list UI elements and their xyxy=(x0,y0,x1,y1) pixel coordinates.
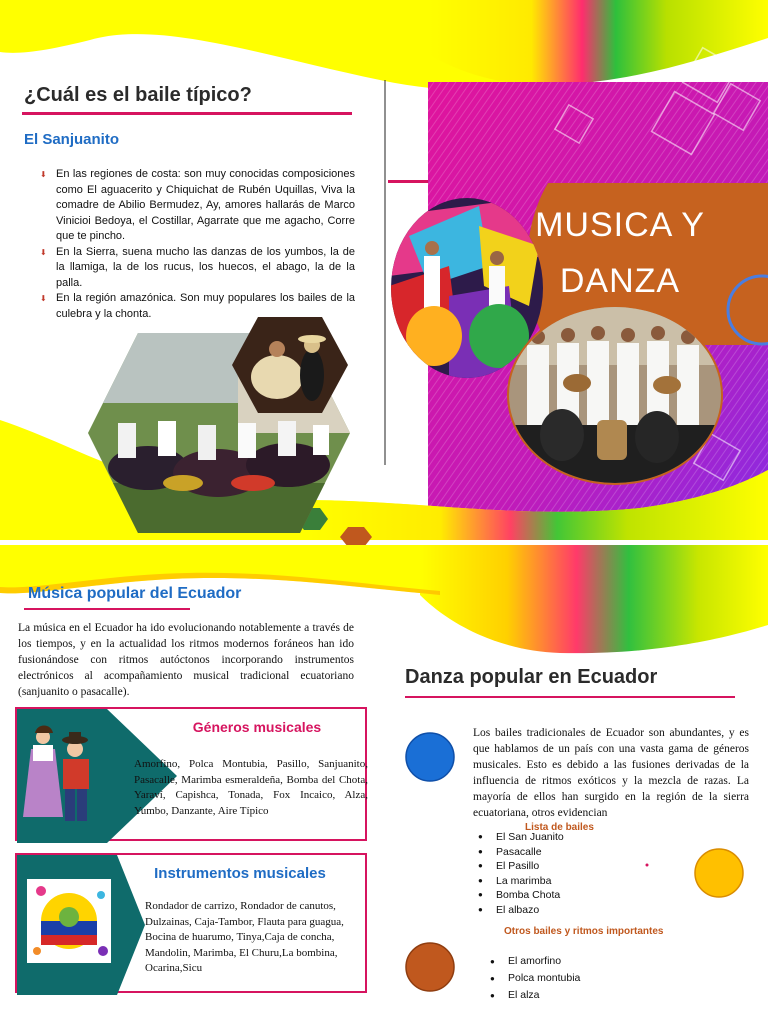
brochure-inner-page xyxy=(0,545,768,1024)
list-item: ● El San Juanito xyxy=(476,830,656,845)
dance-heading-underline xyxy=(405,696,735,698)
yellow-circle-decoration xyxy=(693,847,745,899)
list-item: ● La marimba xyxy=(476,874,656,889)
list-item: ⬇ En la Sierra, suena mucho las danzas de los yumbos, la de la llamiga, la de los rucus, los huecos, el abago, la de la palla. xyxy=(40,245,355,292)
list-item: ● El Pasillo xyxy=(476,859,656,874)
list-item: ● El albazo xyxy=(476,903,656,918)
other-dances-list xyxy=(488,953,668,1004)
instruments-box-teal-shape xyxy=(17,855,147,995)
cover-title-line-2: DANZA xyxy=(559,262,681,300)
list-item: ⬇ En la región amazónica. Son muy populares los bailes de la culebra y la chonta. xyxy=(40,291,355,322)
dances-list-title: Lista de bailes xyxy=(525,822,594,833)
list-item: ● El alza xyxy=(488,987,668,1004)
music-heading: Música popular del Ecuador xyxy=(28,585,242,602)
dance-paragraph: Los bailes tradicionales de Ecuador son abundantes, y es que hablamos de un país con una vasta gama de géneros musicales. Esto es debido a las fusiones derivadas de la influencia de ritmos exóticos y la mezcla de razas. La mayoría de ellos han surgido en la región de la sierra ecuatoriana, otros evidencian xyxy=(473,727,749,819)
cover-title-line-1: MUSICA Y xyxy=(535,206,705,244)
instruments-title: Instrumentos musicales xyxy=(154,865,326,882)
list-item: ⬇ En las regiones de costa: son muy conocidas composiciones como El aguacerito y Chiquichat de Rubén Uquillas, Viva la comadre de Abilio Bermudez, Ay, amores hallarás de Marco Vinicioi Bedoya, el Costillar, Agarrate que me agacho, Corre que te pincho. xyxy=(40,167,355,245)
other-dances-title: Otros bailes y ritmos importantes xyxy=(504,926,664,937)
music-paragraph: La música en el Ecuador ha ido evolucionando notablemente a través de los tiempos, y en la actualidad los ritmos modernos foráneos han ido fusionándose con ritmos autóctonos incorporando instrumentos electrónicos al acompañamiento musical tradicional ecuatoriano (sanjuanito o pasacalle). xyxy=(18,622,354,698)
region-bullet-list xyxy=(40,167,355,322)
genres-text: Amorfino, Polca Montubia, Pasillo, Sanjuanito, Pasacalle, Marimba esmeraldeña, Bomba del Chota, Yaraví, Capishca, Tonada, Fox Incaico, Alza, Yumbo, Danzante, Aire Típico xyxy=(134,758,368,817)
orange-circle-decoration xyxy=(404,941,456,993)
couple-dancing-photo xyxy=(232,317,348,413)
list-item: ● Bomba Chota xyxy=(476,888,656,903)
section-subtitle: El Sanjuanito xyxy=(24,131,120,148)
blue-circle-decoration xyxy=(404,731,456,783)
instruments-text: Rondador de carrizo, Rondador de canutos, Dulzainas, Caja-Tambor, Flauta para guagua, Bocina de huarumo, Tinya,Caja de concha, Mandolin, Marimba, El Churu,La bombina, Ocarina,Sicu xyxy=(145,900,344,974)
instruments-box xyxy=(15,853,367,993)
red-dot-decoration xyxy=(645,863,649,867)
musicians-photo xyxy=(507,305,723,485)
music-heading-underline xyxy=(24,608,190,610)
inner-top-rainbow-wave xyxy=(420,545,768,653)
list-item: ● Pasacalle xyxy=(476,845,656,860)
list-item: ● El amorfino xyxy=(488,953,668,970)
genres-box xyxy=(15,707,367,841)
title-underline xyxy=(22,112,352,115)
ecuador-music-illustration xyxy=(27,879,111,963)
page-title: ¿Cuál es el baile típico? xyxy=(24,84,252,106)
dances-list xyxy=(476,830,656,917)
top-rainbow-wave xyxy=(430,0,768,85)
list-item: ● Polca montubia xyxy=(488,970,668,987)
dance-heading: Danza popular en Ecuador xyxy=(405,666,658,688)
genres-title: Géneros musicales xyxy=(192,719,322,735)
